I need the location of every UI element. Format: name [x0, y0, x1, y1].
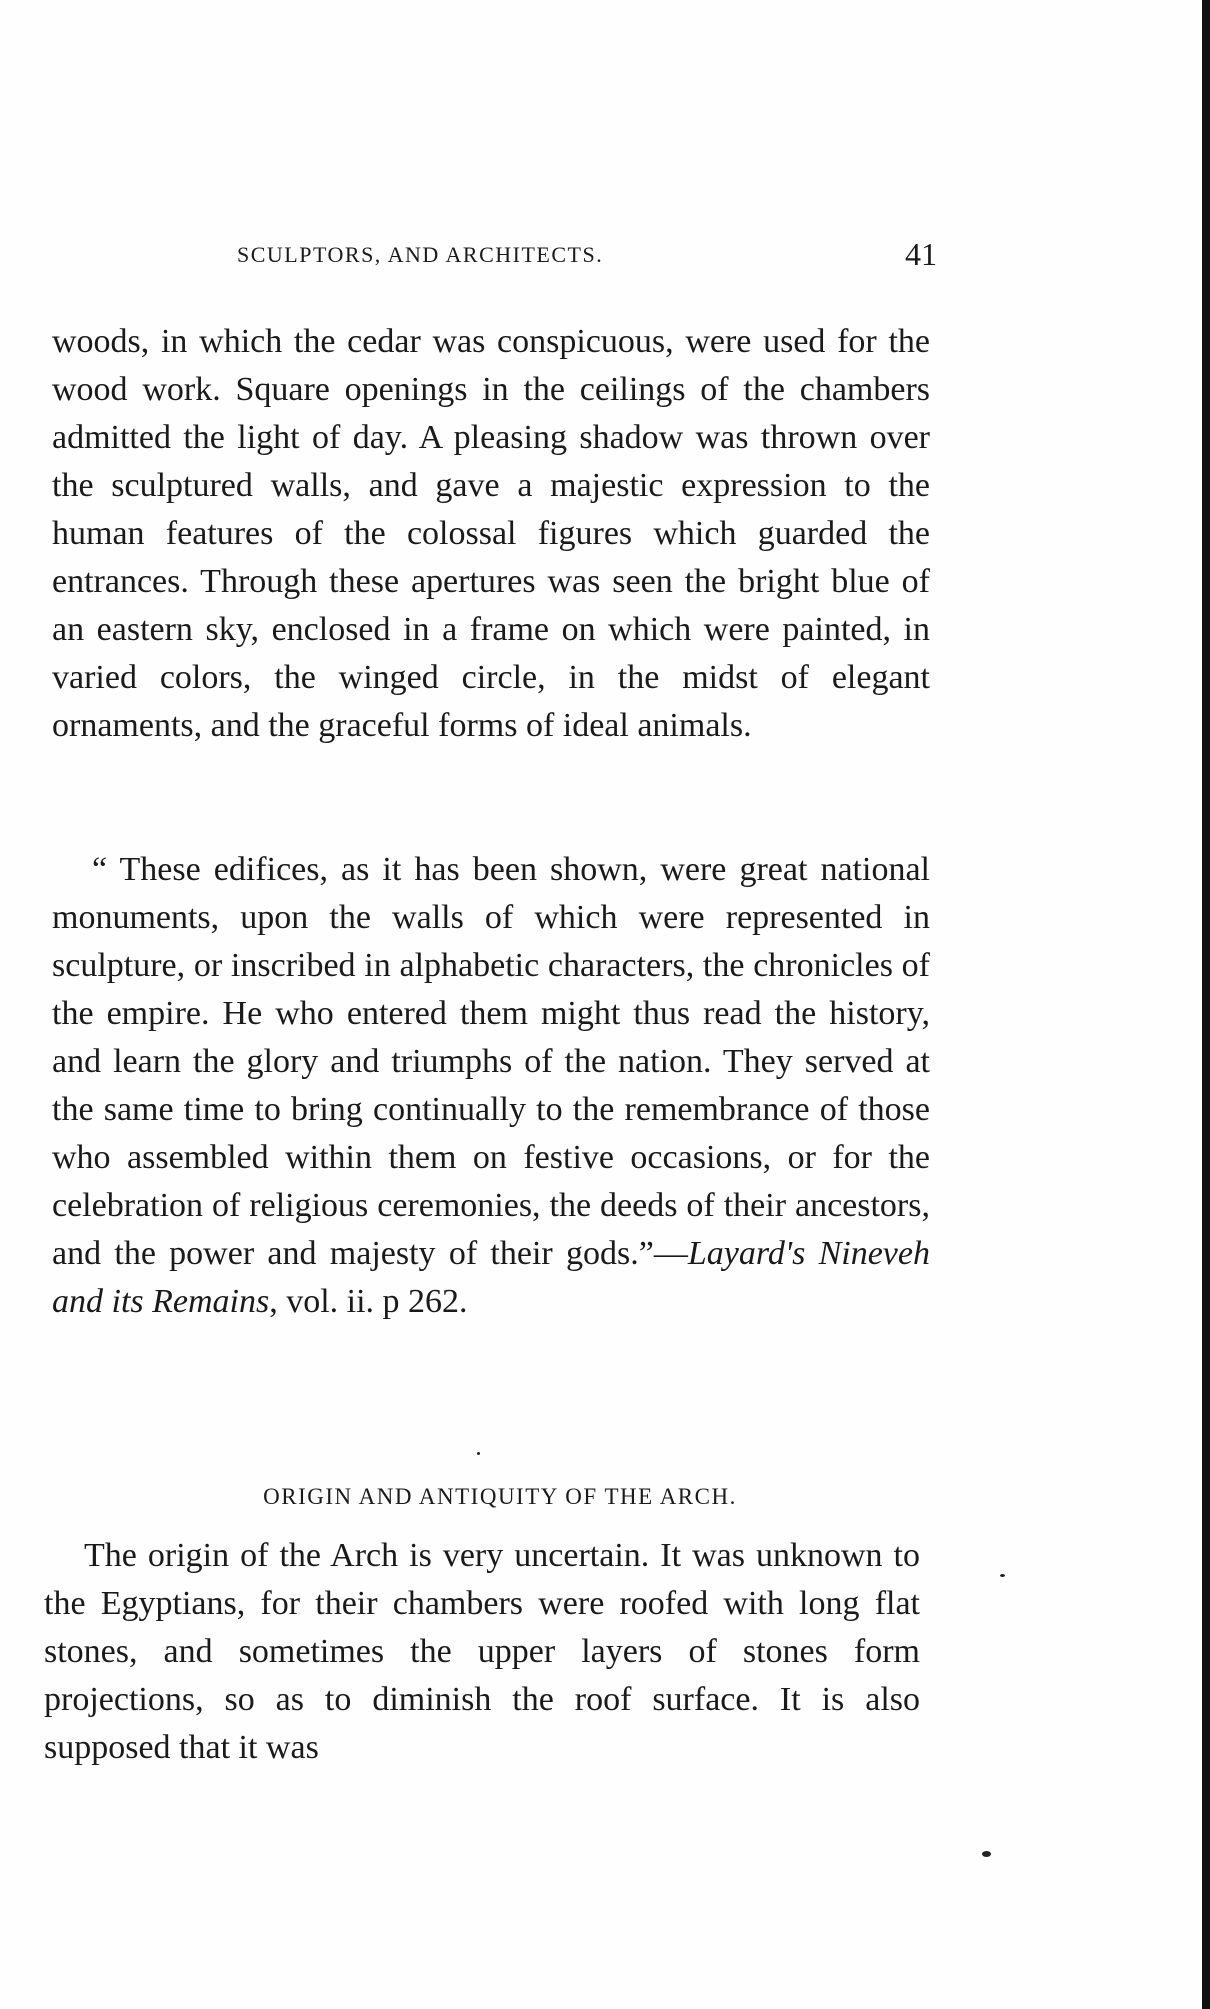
- paragraph-1-block: [52, 318, 930, 750]
- paragraph-2-text: “ These edifices, as it has been shown, were great national monuments, upon the walls of which were represented in sculpture, or inscribed in alphabetic characters, the chronicles of the empire. He who entered them might thus read the history, and learn the glory and triumphs of the nation. They served at the same time to bring continually to the remembrance of those who assembled within them on festive occasions, or for the celebration of religious ceremonies, the deeds of their ancestors, and the power and majesty of their gods.”—: [52, 851, 930, 1272]
- page-edge-shadow: [1202, 0, 1210, 2009]
- ink-speck: [1000, 1574, 1005, 1577]
- citation-reference: , vol. ii. p 262.: [269, 1283, 468, 1320]
- paragraph-1: woods, in which the cedar was conspicuous, were used for the wood work. Square openings in the ceilings of the chambers admitted the light of day. A pleasing shadow was thrown over the sculptured walls, and gave a majestic expression to the human features of the colossal figures which guarded the entrances. Through these apertures was seen the bright blue of an eastern sky, enclosed in a frame on which were painted, in varied colors, the winged circle, in the midst of elegant ornaments, and the graceful forms of ideal animals.: [52, 323, 930, 744]
- paragraph-2-block: [52, 846, 930, 1326]
- paragraph-3: The origin of the Arch is very uncertain. It was unknown to the Egyptians, for their chambers were roofed with long flat stones, and sometimes the upper layers of stones form projections, so as to diminish the roof surface. It is also supposed that it was: [44, 1537, 920, 1766]
- running-head: [237, 236, 937, 276]
- running-title: SCULPTORS, AND ARCHITECTS.: [237, 242, 604, 267]
- section-heading: ORIGIN AND ANTIQUITY OF THE ARCH.: [263, 1484, 737, 1509]
- ink-speck: [982, 1851, 991, 1857]
- paragraph-3-block: [44, 1532, 920, 1772]
- page-number: 41: [905, 236, 937, 272]
- ink-speck: [477, 1452, 480, 1455]
- paragraph-2: [52, 846, 930, 1326]
- citation-title: Layard's Nineveh and its Remains: [52, 1235, 930, 1320]
